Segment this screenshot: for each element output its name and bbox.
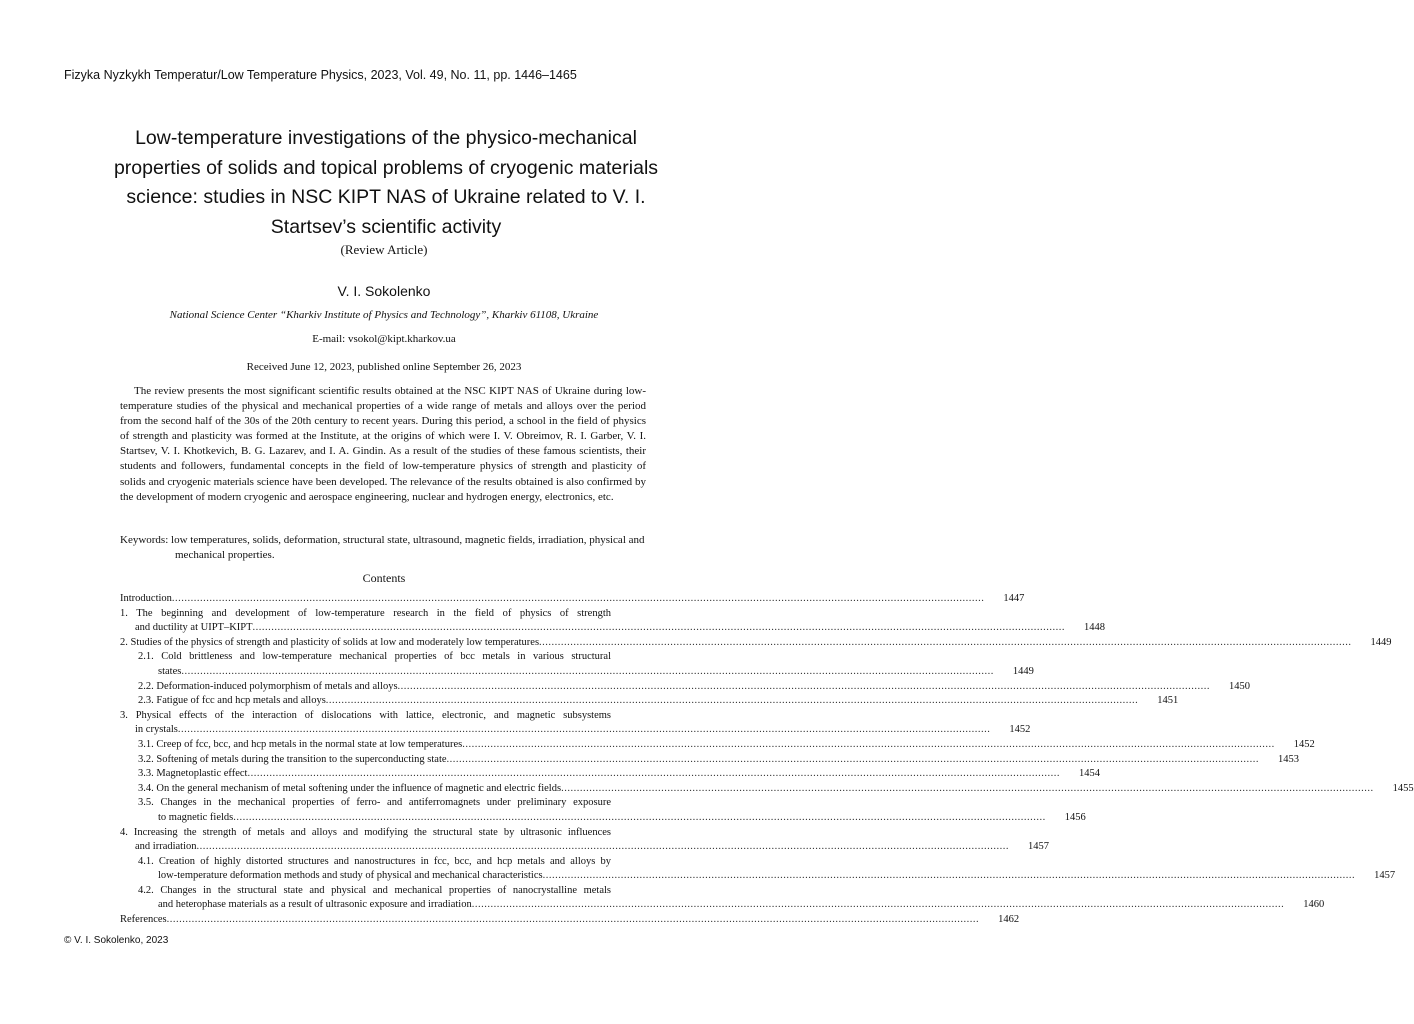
toc-entry-title: 3. Physical effects of the interaction of dislocations with lattice, electronic, and magnetic subsystems [120,709,611,721]
toc-entry[interactable] [120,636,1392,651]
toc-entry[interactable] [120,782,1414,797]
toc-entry-title: and ductility at UIPT–KIPT [135,622,253,634]
toc-page-number: 1450 [1229,680,1251,692]
copyright-notice: © V. I. Sokolenko, 2023 [64,935,169,946]
toc-entry-title: References [120,914,167,926]
toc-dot-leader: .................................................................................................................................................................................................................................................................... [252,622,1066,634]
received-dates: Received June 12, 2023, published online September 26, 2023 [246,361,522,373]
toc-page-number: 1453 [1278,753,1300,765]
toc-page-number: 1447 [1003,593,1025,604]
toc-entry-title: 1. The beginning and development of low-temperature research in the field of physics of strength [120,607,611,619]
toc-page-number: 1448 [1084,622,1106,634]
toc-page-number: 1460 [1303,899,1325,911]
toc-entry[interactable] [120,753,1300,768]
toc-dot-leader: .................................................................................................................................................................................................................................................................... [177,724,991,736]
toc-entry-title: 3.4. On the general mechanism of metal softening under the influence of magnetic and electric fields [138,782,562,794]
journal-citation: Fizyka Nyzkykh Temperatur/Low Temperature Physics, 2023, Vol. 49, No. 11, pp. 1446–1465 [64,68,577,82]
toc-dot-leader: .................................................................................................................................................................................................................................................................... [171,593,985,604]
contents-heading: Contents [362,571,406,585]
article-type: (Review Article) [340,242,428,257]
toc-dot-leader: .................................................................................................................................................................................................................................................................... [166,914,980,926]
author-email[interactable]: E-mail: vsokol@kipt.kharkov.ua [312,333,456,345]
toc-entry-title: and irradiation [135,841,197,853]
toc-entry[interactable] [120,709,1031,738]
toc-entry-title: 2.2. Deformation-induced polymorphism of metals and alloys [138,680,398,692]
toc-page-number: 1451 [1157,695,1179,707]
toc-entry[interactable] [120,607,1106,636]
toc-dot-leader: .................................................................................................................................................................................................................................................................... [181,665,994,677]
toc-page-number: 1456 [1064,811,1086,823]
toc-entry-title: in crystals [135,724,178,736]
toc-entry[interactable] [120,826,1050,855]
toc-page-number: 1452 [1293,738,1315,750]
toc-entry-title: 3.1. Creep of fcc, bcc, and hcp metals in the normal state at low temperatures [138,738,463,750]
toc-entry[interactable] [120,855,1396,884]
toc-entry-title: states [158,665,182,677]
toc-entry-title: to magnetic fields [158,811,234,823]
toc-page-number: 1457 [1028,841,1050,853]
toc-entry-title: 2.1. Cold brittleness and low-temperature mechanical properties of bcc metals in various structural [138,651,611,663]
toc-page-number: 1449 [1370,636,1392,648]
toc-dot-leader: .................................................................................................................................................................................................................................................................... [561,782,1374,794]
toc-dot-leader: .................................................................................................................................................................................................................................................................... [542,870,1356,882]
toc-entry-title: 3.2. Softening of metals during the transition to the superconducting state [138,753,447,765]
toc-page-number: 1455 [1392,782,1414,794]
toc-dot-leader: .................................................................................................................................................................................................................................................................... [539,636,1352,648]
toc-page-number: 1449 [1012,665,1034,677]
toc-entry[interactable] [120,694,1179,709]
toc-entry[interactable] [120,796,1086,825]
article-title: Low-temperature investigations of the physico-mechanical properties of solids and topical problems of cryogenic materials science: studies in NSC KIPT NAS of Ukraine related to V. I. Startsev’s scientific activity [113,127,659,238]
toc-page-number: 1457 [1374,870,1396,882]
toc-page-number: 1452 [1009,724,1031,736]
table-of-contents [120,592,1414,928]
toc-dot-leader: .................................................................................................................................................................................................................................................................... [397,680,1211,692]
toc-dot-leader: .................................................................................................................................................................................................................................................................... [471,899,1285,911]
toc-entry-title: 2.3. Fatigue of fcc and hcp metals and alloys [138,695,326,707]
toc-entry[interactable] [120,680,1251,695]
toc-entry[interactable] [120,767,1100,782]
toc-page-number: 1462 [998,914,1020,926]
toc-entry-title: 4. Increasing the strength of metals and alloys and modifying the structural state by ultrasonic influences [120,826,611,838]
author-name: V. I. Sokolenko [337,283,431,299]
toc-entry[interactable] [120,884,1325,913]
toc-entry-title: 2. Studies of the physics of strength and plasticity of solids at low and moderately low temperatures [120,636,540,648]
abstract: The review presents the most significant scientific results obtained at the NSC KIPT NAS of Ukraine during low-temperature studies of the physical and mechanical properties of a wide range of metals and alloys over the period from the second half of the 30s of the 20th century to recent years. During this period, a school in the field of physics of strength and plasticity was formed at the Institute, at the origins of which were I. V. Obreimov, R. I. Garber, V. I. Startsev, V. I. Khotkevich, B. G. Lazarev, and I. A. Gindin. As a result of the studies of these famous scientists, their students and followers, fundamental concepts in the field of low-temperature physics of strength and plasticity of solids and cryogenic materials science have been developed. The relevance of the results obtained is also confirmed by the development of modern cryogenic and aerospace engineering, nuclear and hydrogen energy, electronics, etc. [120,385,646,503]
toc-dot-leader: .................................................................................................................................................................................................................................................................... [196,841,1010,853]
toc-page-number: 1454 [1078,768,1100,780]
toc-dot-leader: .................................................................................................................................................................................................................................................................... [233,811,1046,823]
toc-entry[interactable] [120,738,1315,753]
toc-entry-title: 4.2. Changes in the structural state and physical and mechanical properties of nanocrystalline metals [138,884,611,896]
toc-entry[interactable] [120,592,1025,607]
toc-dot-leader: .................................................................................................................................................................................................................................................................... [247,768,1060,780]
toc-dot-leader: .................................................................................................................................................................................................................................................................... [462,738,1275,750]
toc-dot-leader: .................................................................................................................................................................................................................................................................... [325,695,1139,707]
toc-dot-leader: .................................................................................................................................................................................................................................................................... [446,753,1260,765]
toc-entry-title: 3.3. Magnetoplastic effect [138,768,248,780]
toc-entry-title: and heterophase materials as a result of ultrasonic exposure and irradiation [158,899,472,911]
toc-entry-title: 4.1. Creation of highly distorted structures and nanostructures in fcc, bcc, and hcp metals and alloys by [138,855,611,867]
toc-entry[interactable] [120,913,1020,928]
toc-entry-title: Introduction [120,593,172,604]
affiliation: National Science Center “Kharkiv Institute of Physics and Technology”, Kharkiv 61108, Ukraine [169,309,599,321]
toc-entry-title: 3.5. Changes in the mechanical properties of ferro- and antiferromagnets under preliminary exposure [138,797,611,809]
toc-entry-title: low-temperature deformation methods and study of physical and mechanical characteristics [158,870,543,882]
keywords: Keywords: low temperatures, solids, deformation, structural state, ultrasound, magnetic fields, irradiation, physical and mechanical properties. [120,534,645,561]
toc-entry[interactable] [120,650,1034,679]
